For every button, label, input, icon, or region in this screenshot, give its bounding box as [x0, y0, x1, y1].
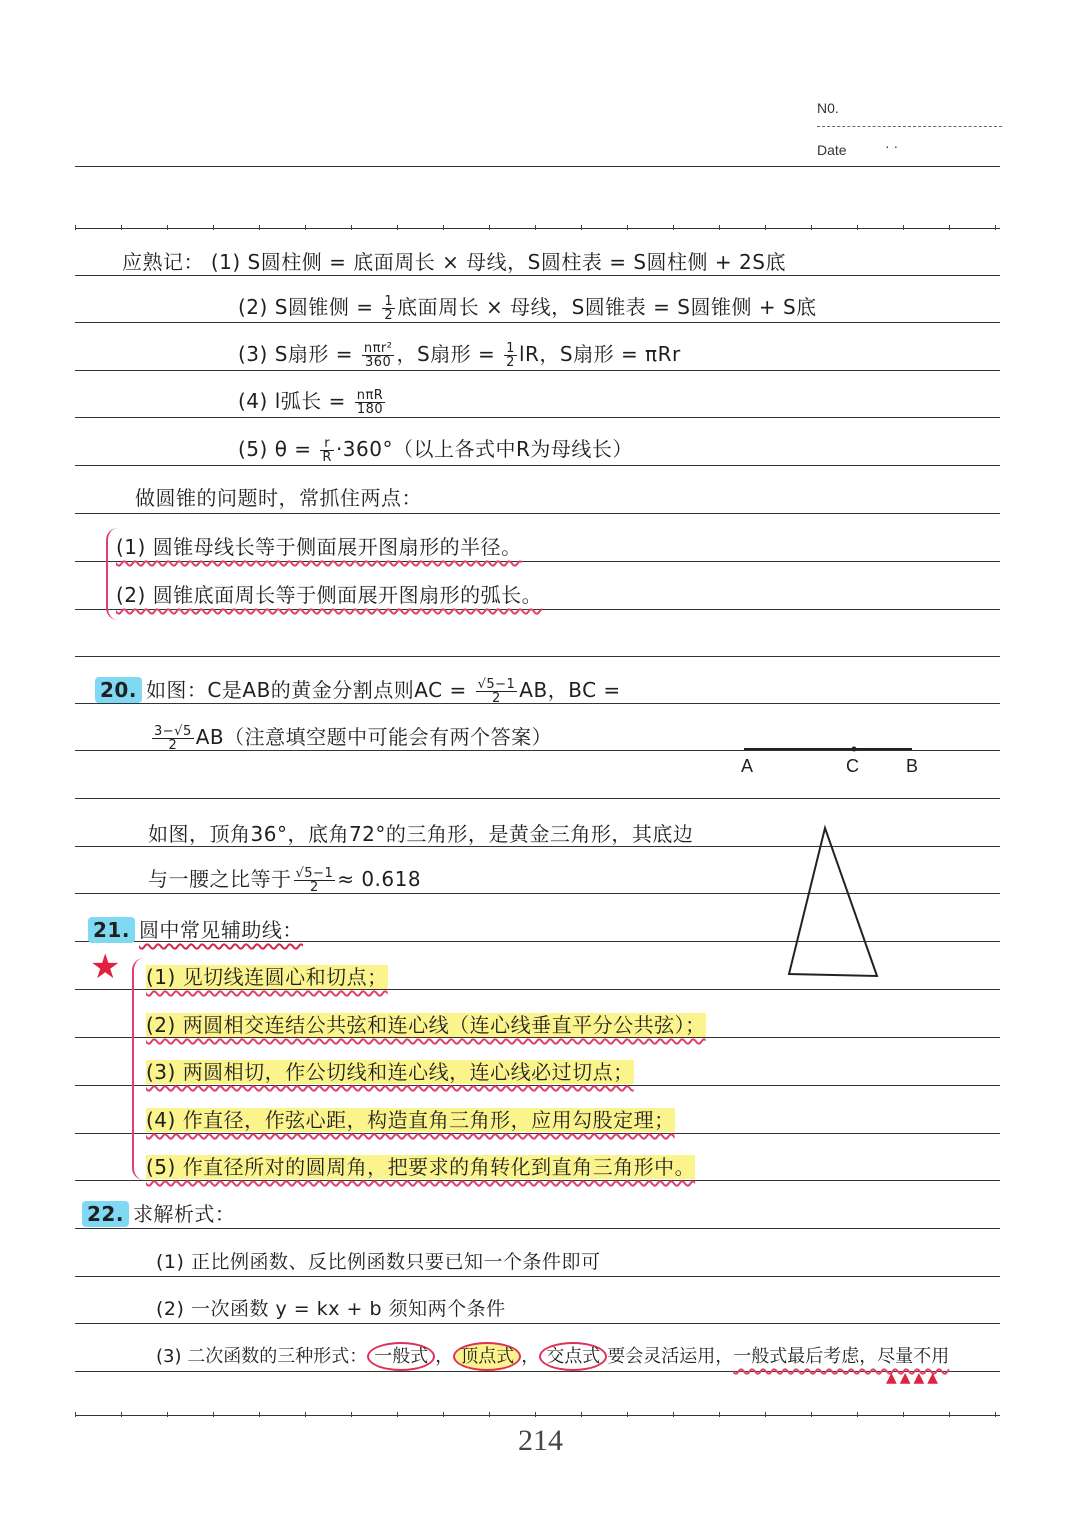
circled-term-general-form: 一般式 [367, 1342, 435, 1371]
q21-item-1-text: (1) 见切线连圆心和切点； [146, 965, 388, 989]
red-bracket [132, 958, 144, 1180]
q22-title: 求解析式： [132, 1202, 236, 1226]
ruled-line [75, 656, 1000, 657]
fraction [152, 725, 194, 752]
q20-text-b: AB，BC = [519, 678, 621, 702]
ruled-line [75, 1085, 1000, 1086]
fraction [362, 342, 395, 369]
q20-text-a: 如图：C是AB的黄金分割点则AC = [145, 678, 474, 702]
ruled-line [75, 1133, 1000, 1134]
q22-item-2: (2) 一次函数 y = kx + b 须知两个条件 [156, 1298, 506, 1320]
golden-section-segment [740, 742, 920, 754]
formula-line-3 [238, 341, 681, 369]
ruled-line-bottom [75, 1415, 1000, 1416]
ruled-line [75, 798, 1000, 799]
formula-3-suffix: lR，S扇形 = πRr [518, 342, 681, 366]
q22-heading [82, 1201, 235, 1227]
fraction [320, 437, 334, 464]
ruled-line [75, 465, 1000, 466]
fraction-denominator: 360 [365, 355, 392, 370]
date-dots: · · [885, 138, 899, 154]
formula-1: (1) S圆柱侧 = 底面周长 × 母线，S圆柱表 = S圆柱侧 + 2S底 [210, 250, 786, 274]
date-label: Date [817, 142, 847, 158]
formula-3-middle: ，S扇形 = [396, 342, 503, 366]
q22-item-3-middle: 要会灵活运用， [607, 1346, 734, 1367]
ruled-line [75, 1276, 1000, 1277]
golden-triangle-figure [780, 820, 890, 985]
cone-tip-2-text: (2) 圆锥底面周长等于侧面展开图扇形的弧长。 [116, 583, 543, 607]
fraction [504, 342, 517, 369]
fraction-denominator: R [322, 450, 332, 465]
q22-number: 22. [82, 1201, 129, 1227]
q21-heading [88, 917, 303, 943]
ruled-line [75, 1371, 1000, 1372]
triangle-text-2a: 与一腰之比等于 [148, 867, 292, 891]
fraction [294, 867, 336, 894]
fraction-numerator: nπr² [363, 341, 393, 356]
triangle-text-1: 如图，顶角36°，底角72°的三角形，是黄金三角形，其底边 [148, 822, 694, 846]
ruled-line [75, 417, 1000, 418]
ruled-line [75, 1180, 1000, 1181]
q20-line-2 [150, 724, 552, 752]
q22-item-1: (1) 正比例函数、反比例函数只要已知一个条件即可 [156, 1251, 601, 1273]
circled-term-intercept-form: 交点式 [539, 1342, 607, 1371]
ruled-line [75, 513, 1000, 514]
point-c-label: C [846, 756, 859, 776]
q21-item-5 [146, 1154, 695, 1180]
ruled-line-top [75, 228, 1000, 229]
formula-2-prefix: (2) S圆锥侧 = [238, 295, 381, 319]
circled-term-vertex-form: 顶点式 [453, 1342, 521, 1371]
q21-title: 圆中常见辅助线： [138, 918, 303, 942]
formula-5-suffix: ·360°（以上各式中R为母线长） [335, 437, 633, 461]
fraction-denominator: 2 [492, 691, 501, 706]
q21-item-3-text: (3) 两圆相切，作公切线和连心线，连心线必过切点； [146, 1060, 634, 1084]
formula-5-prefix: (5) θ = [238, 437, 319, 461]
q20-text-c: AB（注意填空题中可能会有两个答案） [195, 725, 553, 749]
triangle-text-2 [148, 866, 421, 894]
formula-line-1 [122, 249, 786, 275]
formula-line-2 [238, 294, 817, 322]
fraction-numerator: √5−1 [477, 677, 516, 692]
triangle-text-2b: ≈ 0.618 [337, 867, 422, 891]
q21-item-2-text: (2) 两圆相交连结公共弦和连心线（连心线垂直平分公共弦）； [146, 1013, 706, 1037]
q21-item-5-text: (5) 作直径所对的圆周角，把要求的角转化到直角三角形中。 [146, 1155, 696, 1179]
q22-item-3-prefix: (3) 二次函数的三种形式： [156, 1346, 368, 1367]
ruled-line [75, 370, 1000, 371]
cone-tip-2 [116, 582, 542, 608]
fraction-denominator: 2 [384, 308, 394, 323]
point-c [852, 747, 857, 752]
ruled-line [75, 1228, 1000, 1229]
golden-triangle [789, 828, 877, 976]
fraction-numerator: √5−1 [295, 866, 334, 881]
fraction-denominator: 2 [309, 880, 319, 895]
formula-line-4 [238, 388, 387, 416]
q22-item-3-note: 一般式最后考虑，尽量不用 [733, 1346, 950, 1367]
ruled-line [75, 1323, 1000, 1324]
q21-item-3 [146, 1059, 634, 1085]
emphasis-arrows-icon: ▲▲▲▲ [886, 1370, 942, 1386]
ruled-line [75, 609, 1000, 610]
q21-item-2 [146, 1012, 706, 1038]
ruled-line [75, 561, 1000, 562]
intro-label: 应熟记： [122, 250, 204, 274]
ruled-line [75, 275, 1000, 276]
q22-item-3: (3) 二次函数的三种形式： 一般式 ， 顶点式 ， 交点式 要会灵活运用，一般式最后考虑，尽量不用 [156, 1344, 949, 1370]
fraction [382, 295, 395, 322]
formula-3-prefix: (3) S扇形 = [238, 342, 360, 366]
q20-number: 20. [95, 677, 142, 703]
fraction-numerator: 1 [384, 294, 394, 309]
cone-tip-1 [116, 534, 522, 560]
header-dashed-line [817, 126, 1002, 127]
page-number: 214 [518, 1424, 563, 1457]
number-label: N0. [817, 100, 839, 116]
fraction-denominator: 2 [168, 738, 178, 753]
cone-tip-1-text: (1) 圆锥母线长等于侧面展开图扇形的半径。 [116, 535, 522, 559]
fraction [476, 678, 518, 705]
fraction-numerator: 3−√5 [154, 724, 192, 739]
q21-item-4-text: (4) 作直径，作弦心距，构造直角三角形，应用勾股定理； [146, 1108, 675, 1132]
ruled-line [75, 166, 1000, 167]
point-b-label: B [906, 756, 919, 776]
star-icon: ★ [90, 947, 121, 987]
formula-line-5 [238, 436, 633, 464]
fraction-numerator: nπR [356, 388, 384, 403]
point-a-label: A [741, 756, 754, 776]
q21-number: 21. [88, 917, 135, 943]
cone-tips-title: 做圆锥的问题时，常抓住两点： [135, 486, 422, 510]
fraction-numerator: r [320, 437, 334, 451]
formula-2-suffix: 底面周长 × 母线，S圆锥表 = S圆锥侧 + S底 [397, 295, 817, 319]
q21-item-4 [146, 1107, 675, 1133]
ruled-line [75, 322, 1000, 323]
q21-item-1 [146, 964, 388, 990]
q20-line-1 [95, 677, 621, 705]
fraction-denominator: 2 [506, 355, 515, 370]
formula-4-prefix: (4) l弧长 = [238, 389, 353, 413]
fraction [355, 389, 386, 416]
fraction-denominator: 180 [356, 402, 384, 417]
fraction-numerator: 1 [506, 341, 515, 356]
